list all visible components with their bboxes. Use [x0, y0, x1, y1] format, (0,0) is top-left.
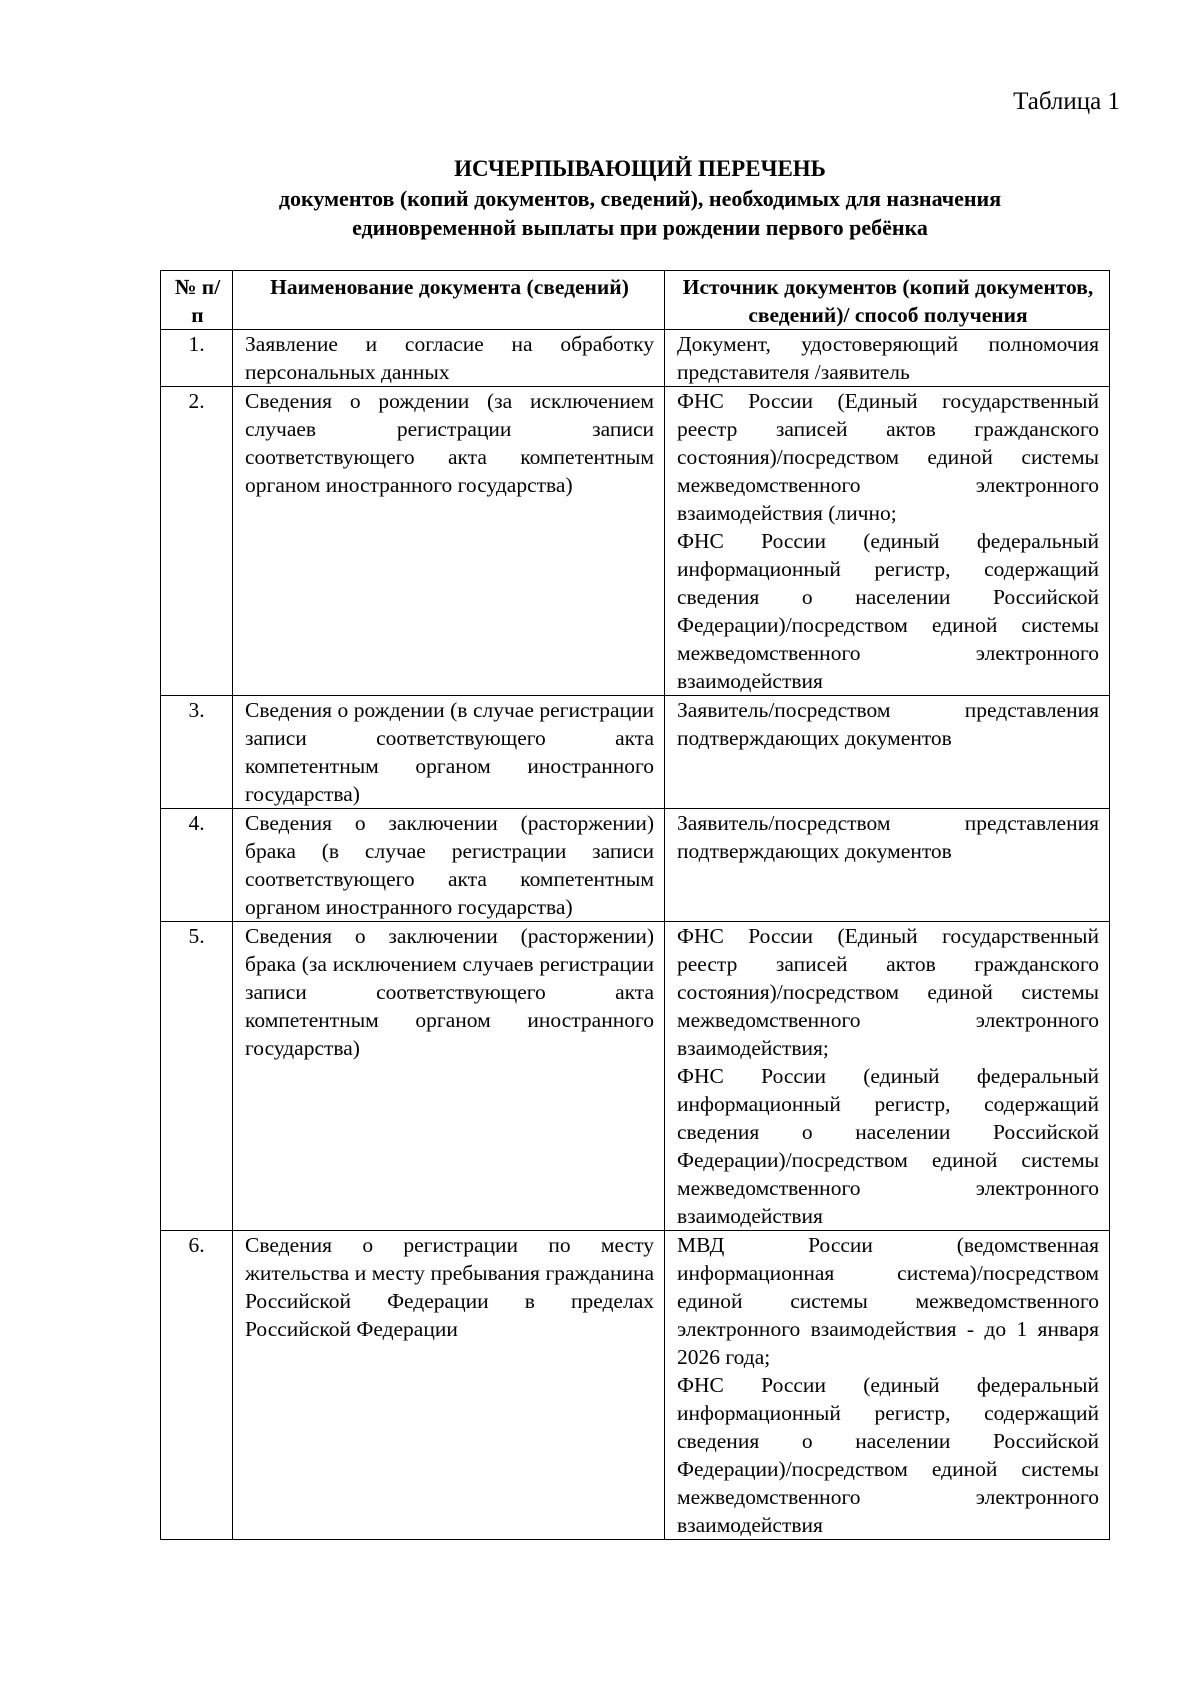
- table-row: [161, 922, 1110, 1231]
- document-source-cell: [665, 387, 1110, 696]
- table-number-label: Таблица 1: [1013, 88, 1120, 115]
- row-number: 2.: [161, 387, 233, 696]
- row-number: 6.: [161, 1231, 233, 1540]
- source-paragraph: ФНС России (единый федеральный информационный регистр, содержащий сведения о населении Российской Федерации)/посредством единой системы межведомственного электронного взаимодействия: [677, 1373, 1099, 1537]
- document-title: [160, 154, 1120, 242]
- document-name-cell: Сведения о рождении (в случае регистрации записи соответствующего акта компетентным органом иностранного государства): [233, 696, 665, 809]
- document-name-cell: Сведения о регистрации по месту жительства и месту пребывания гражданина Российской Федерации в пределах Российской Федерации: [233, 1231, 665, 1540]
- document-source-cell: [665, 809, 1110, 922]
- row-number: 3.: [161, 696, 233, 809]
- table-row: [161, 330, 1110, 387]
- source-paragraph: ФНС России (единый федеральный информационный регистр, содержащий сведения о населении Российской Федерации)/посредством единой системы межведомственного электронного взаимодействия: [677, 1064, 1099, 1228]
- document-name-cell: Заявление и согласие на обработку персональных данных: [233, 330, 665, 387]
- row-number: 5.: [161, 922, 233, 1231]
- table-row: [161, 1231, 1110, 1540]
- source-paragraph: Заявитель/посредством представления подтверждающих документов: [677, 698, 1099, 750]
- table-row: [161, 809, 1110, 922]
- source-paragraph: ФНС России (Единый государственный реестр записей актов гражданского состояния)/посредством единой системы межведомственного электронного взаимодействия;: [677, 924, 1099, 1060]
- title-sub-line-2: единовременной выплаты при рождении первого ребёнка: [352, 215, 928, 240]
- document-name-cell: Сведения о заключении (расторжении) брака (за исключением случаев регистрации записи соответствующего акта компетентным органом иностранного государства): [233, 922, 665, 1231]
- document-source-cell: [665, 922, 1110, 1231]
- source-paragraph: Заявитель/посредством представления подтверждающих документов: [677, 811, 1099, 863]
- source-paragraph: ФНС России (единый федеральный информационный регистр, содержащий сведения о населении Российской Федерации)/посредством единой системы межведомственного электронного взаимодействия: [677, 529, 1099, 693]
- document-source-cell: [665, 696, 1110, 809]
- header-num: № п/п: [161, 271, 233, 330]
- header-name: Наименование документа (сведений): [233, 271, 665, 330]
- document-name-cell: Сведения о заключении (расторжении) брака (в случае регистрации записи соответствующего акта компетентным органом иностранного государства): [233, 809, 665, 922]
- document-source-cell: [665, 1231, 1110, 1540]
- document-name-cell: Сведения о рождении (за исключением случаев регистрации записи соответствующего акта компетентным органом иностранного государства): [233, 387, 665, 696]
- documents-table: [160, 270, 1110, 1540]
- document-source-cell: [665, 330, 1110, 387]
- row-number: 1.: [161, 330, 233, 387]
- title-sub-line-1: документов (копий документов, сведений), необходимых для назначения: [278, 186, 1002, 211]
- header-source: Источник документов (копий документов, сведений)/ способ получения: [665, 271, 1110, 330]
- row-number: 4.: [161, 809, 233, 922]
- title-main: ИСЧЕРПЫВАЮЩИЙ ПЕРЕЧЕНЬ: [454, 156, 826, 181]
- source-paragraph: Документ, удостоверяющий полномочия представителя /заявитель: [677, 332, 1099, 384]
- table-row: [161, 387, 1110, 696]
- source-paragraph: МВД России (ведомственная информационная система)/посредством единой системы межведомственного электронного взаимодействия - до 1 января 2026 года;: [677, 1233, 1099, 1369]
- table-header-row: [161, 271, 1110, 330]
- table-body: [161, 330, 1110, 1540]
- table-row: [161, 696, 1110, 809]
- source-paragraph: ФНС России (Единый государственный реестр записей актов гражданского состояния)/посредством единой системы межведомственного электронного взаимодействия (лично;: [677, 389, 1099, 525]
